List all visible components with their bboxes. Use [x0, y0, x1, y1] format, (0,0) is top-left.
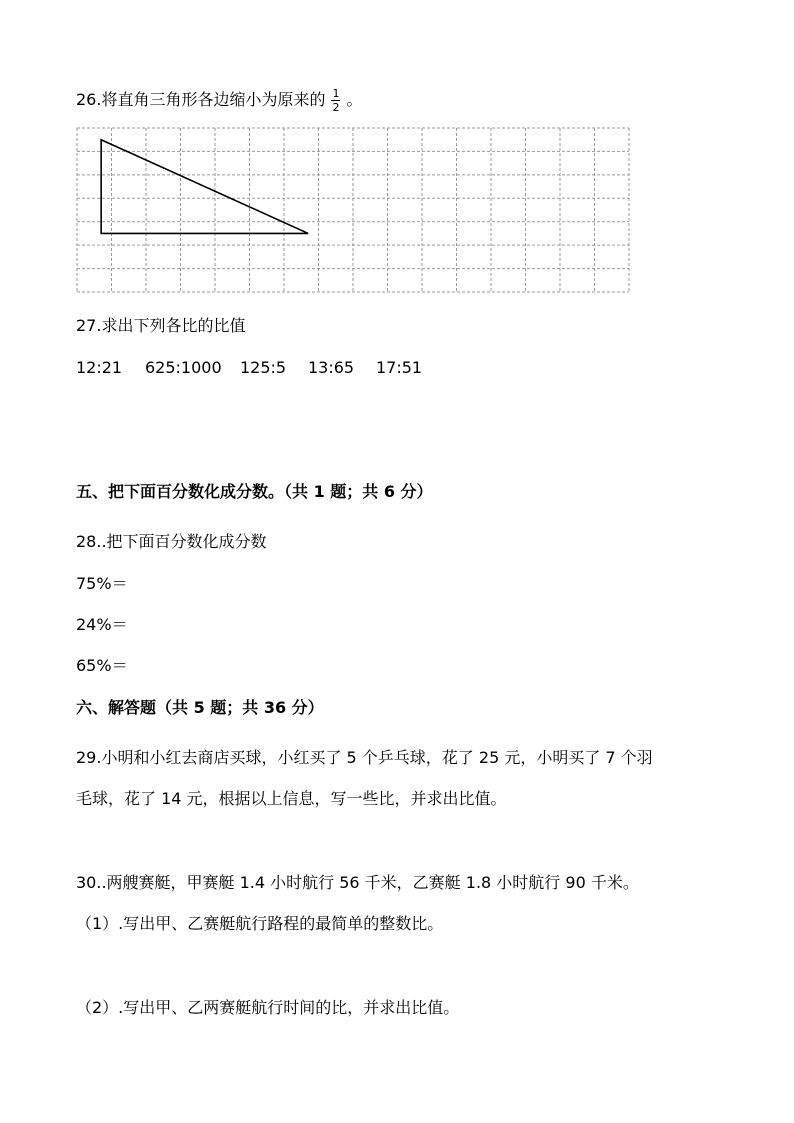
q27-title: 27.求出下列各比的比值 — [76, 316, 246, 335]
q26-text: 26.将直角三角形各边缩小为原来的 — [76, 90, 326, 109]
ratio-item: 12:21 — [76, 358, 123, 377]
fraction-denominator: 2 — [332, 101, 340, 114]
fraction-one-half — [331, 88, 340, 113]
right-triangle — [101, 140, 308, 234]
q29-line1: 29.小明和小红去商店买球，小红买了 5 个乒乓球，花了 25 元，小明买了 7 个羽 — [76, 748, 653, 767]
fraction-numerator: 1 — [332, 87, 340, 100]
grid-figure — [76, 127, 630, 293]
q30-title: 30..两艘赛艇，甲赛艇 1.4 小时航行 56 千米，乙赛艇 1.8 小时航行 90 千米。 — [76, 873, 639, 892]
ratio-item: 13:65 — [308, 358, 355, 377]
q30-part2: （2）.写出甲、乙两赛艇航行时间的比，并求出比值。 — [76, 998, 460, 1017]
ratio-item: 17:51 — [376, 358, 423, 377]
q26-suffix: 。 — [346, 90, 363, 109]
percent-item: 24%＝ — [76, 615, 128, 634]
ratio-item: 625:1000 — [145, 358, 222, 377]
percent-item: 65%＝ — [76, 656, 128, 675]
section5-heading: 五、把下面百分数化成分数。（共 1 题；共 6 分） — [76, 482, 433, 501]
q29-line2: 毛球，花了 14 元，根据以上信息，写一些比，并求出比值。 — [76, 789, 507, 808]
q26-prompt — [76, 88, 362, 113]
q28-title: 28..把下面百分数化成分数 — [76, 532, 267, 551]
percent-item: 75%＝ — [76, 574, 128, 593]
ratio-item: 125:5 — [240, 358, 287, 377]
section6-heading: 六、解答题（共 5 题；共 36 分） — [76, 698, 324, 717]
q30-part1: （1）.写出甲、乙赛艇航行路程的最简单的整数比。 — [76, 914, 444, 933]
